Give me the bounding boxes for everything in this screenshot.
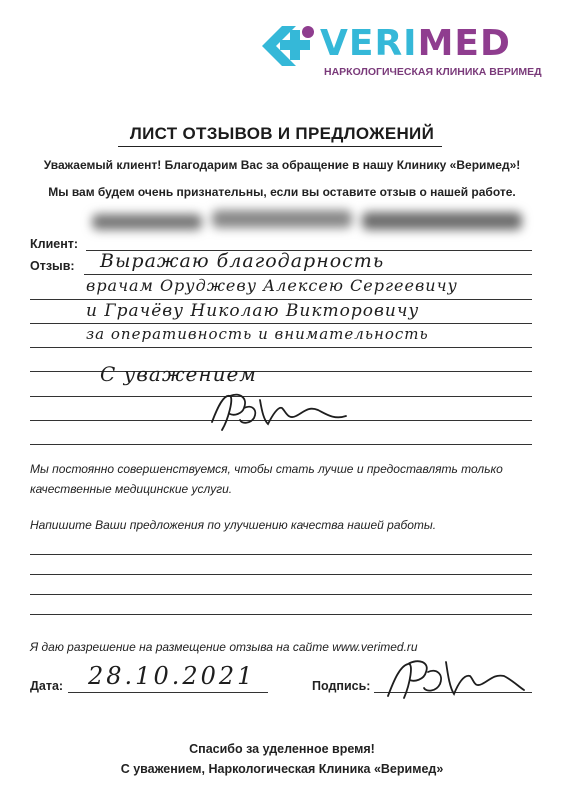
logo-part1: VERI — [320, 23, 418, 64]
review-line-3 — [30, 323, 532, 324]
suggestions-prompt: Напишите Ваши предложения по улучшению качества нашей работы. — [30, 518, 437, 532]
footer-thanks: Спасибо за уделенное время! — [189, 742, 375, 756]
review-handwritten-line: С уважением — [100, 362, 257, 386]
footer-regards: С уважением, Наркологическая Клиника «Веримед» — [120, 762, 444, 776]
review-handwritten-line: врачам Оруджеву Алексею Сергеевичу — [86, 276, 458, 295]
permission-text: Я даю разрешение на размещение отзыва на сайте www.verimed.ru — [30, 640, 418, 654]
review-line-8 — [30, 444, 532, 445]
suggestion-line-1 — [30, 554, 532, 555]
review-line-1 — [84, 274, 532, 275]
suggestion-line-3 — [30, 594, 532, 595]
review-line-2 — [30, 299, 532, 300]
review-label: Отзыв: — [30, 259, 75, 273]
greeting-text: Уважаемый клиент! Благодарим Вас за обращение в нашу Клинику «Веримед»! — [43, 158, 521, 172]
request-text: Мы вам будем очень признательны, если вы оставите отзыв о нашей работе. — [48, 185, 516, 199]
review-signature — [200, 386, 360, 442]
review-handwritten-line: за оперативность и внимательность — [86, 325, 429, 343]
date-value: 28.10.2021 — [88, 662, 256, 690]
review-line-4 — [30, 347, 532, 348]
date-label: Дата: — [30, 679, 64, 693]
suggestion-line-4 — [30, 614, 532, 615]
redacted-client-name — [92, 200, 530, 244]
signature-mark — [378, 652, 528, 710]
improve-text-line: Мы постоянно совершенствуемся, чтобы стать лучше и предоставлять только — [30, 462, 503, 476]
signature-label: Подпись: — [312, 679, 371, 693]
title-underline — [118, 146, 442, 147]
suggestion-line-2 — [30, 574, 532, 575]
form-title: ЛИСТ ОТЗЫВОВ И ПРЕДЛОЖЕНИЙ — [129, 124, 435, 143]
logo-part2: MED — [417, 23, 511, 64]
client-label: Клиент: — [30, 237, 79, 251]
date-line — [68, 692, 268, 693]
review-handwritten-line: Выражаю благодарность — [100, 250, 385, 272]
logo-subtitle: НАРКОЛОГИЧЕСКАЯ КЛИНИКА ВЕРИМЕД — [324, 66, 542, 78]
medical-cross-icon — [256, 22, 318, 68]
logo-wordmark — [320, 22, 511, 66]
review-handwritten-line: и Грачёву Николаю Викторовичу — [86, 301, 420, 321]
improve-text-line: качественные медицинские услуги. — [30, 482, 233, 496]
